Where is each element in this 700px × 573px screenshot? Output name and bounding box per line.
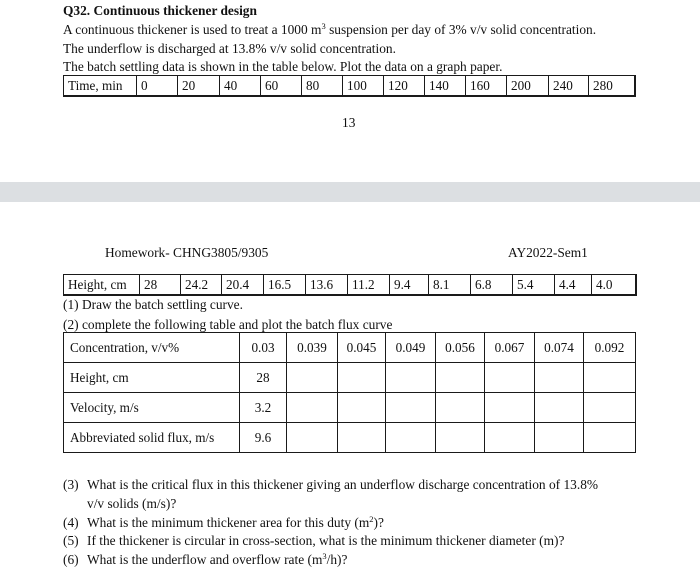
flux-header-cell: 0.045 xyxy=(338,333,386,363)
flux-header-cell: 0.056 xyxy=(436,333,485,363)
flux-cell xyxy=(338,393,386,423)
time-value: 100 xyxy=(343,76,384,96)
question-4-text: What is the minimum thickener area for this duty (m xyxy=(87,515,370,530)
flux-height-row xyxy=(64,363,636,393)
flux-header-row xyxy=(64,333,636,363)
flux-cell xyxy=(386,363,436,393)
flux-cell xyxy=(535,363,584,393)
flux-cell xyxy=(485,393,535,423)
task-2: (2) complete the following table and plot the batch flux curve xyxy=(63,317,393,332)
problem-line-2: The underflow is discharged at 13.8% v/v solid concentration. xyxy=(63,41,396,56)
height-value: 5.4 xyxy=(513,275,555,295)
height-value: 6.8 xyxy=(471,275,513,295)
problem-line-1-text-end: suspension per day of 3% v/v solid concentration. xyxy=(325,22,597,37)
flux-row-label: Height, cm xyxy=(64,363,240,393)
flux-cell xyxy=(338,423,386,453)
flux-cell xyxy=(386,393,436,423)
question-4 xyxy=(63,514,384,531)
page-number: 13 xyxy=(342,115,356,130)
flux-header-cell: 0.039 xyxy=(287,333,338,363)
time-value: 120 xyxy=(384,76,425,96)
flux-cell xyxy=(584,393,636,423)
height-value: 16.5 xyxy=(264,275,306,295)
flux-cell xyxy=(485,423,535,453)
question-5-number: (5) xyxy=(63,533,79,548)
height-value: 24.2 xyxy=(181,275,222,295)
time-value: 40 xyxy=(220,76,261,96)
flux-cell xyxy=(535,423,584,453)
flux-cell: 9.6 xyxy=(240,423,287,453)
height-value: 8.1 xyxy=(429,275,471,295)
flux-header-label: Concentration, v/v% xyxy=(64,333,240,363)
problem-line-1 xyxy=(63,21,596,38)
flux-header-cell: 0.049 xyxy=(386,333,436,363)
flux-cell xyxy=(287,393,338,423)
height-value: 9.4 xyxy=(390,275,429,295)
question-title: Q32. Continuous thickener design xyxy=(63,3,257,18)
flux-cell xyxy=(584,423,636,453)
height-value: 4.0 xyxy=(592,275,636,295)
cubic-superscript-2: 3 xyxy=(322,551,327,561)
question-4-number: (4) xyxy=(63,515,79,530)
flux-cell xyxy=(436,393,485,423)
height-row xyxy=(64,275,636,295)
flux-velocity-row xyxy=(64,393,636,423)
time-value: 200 xyxy=(507,76,549,96)
flux-header-cell: 0.074 xyxy=(535,333,584,363)
height-value: 4.4 xyxy=(555,275,592,295)
page-separator xyxy=(0,182,700,202)
question-6 xyxy=(63,551,347,568)
height-value: 28 xyxy=(140,275,181,295)
time-value: 60 xyxy=(261,76,302,96)
question-6-text: What is the underflow and overflow rate (m xyxy=(87,552,323,567)
flux-row-label: Abbreviated solid flux, m/s xyxy=(64,423,240,453)
flux-cell xyxy=(485,363,535,393)
height-value: 13.6 xyxy=(306,275,348,295)
question-3-text: What is the critical flux in this thickener giving an underflow discharge concentration of 13.8% xyxy=(87,477,599,492)
flux-cell xyxy=(436,363,485,393)
flux-header-cell: 0.03 xyxy=(240,333,287,363)
header-semester: AY2022-Sem1 xyxy=(508,245,588,260)
flux-row-label: Velocity, m/s xyxy=(64,393,240,423)
height-label: Height, cm xyxy=(64,275,140,295)
question-5-text: If the thickener is circular in cross-section, what is the minimum thickener diameter (m)? xyxy=(87,533,565,548)
question-3-continued: v/v solids (m/s)? xyxy=(87,496,177,511)
flux-header-cell: 0.092 xyxy=(584,333,636,363)
height-value: 11.2 xyxy=(348,275,390,295)
question-5 xyxy=(63,532,564,549)
flux-cell xyxy=(535,393,584,423)
flux-cell xyxy=(287,363,338,393)
flux-table xyxy=(63,332,636,453)
flux-cell xyxy=(436,423,485,453)
time-value: 0 xyxy=(137,76,178,96)
time-value: 20 xyxy=(178,76,220,96)
time-value: 240 xyxy=(549,76,589,96)
time-value: 80 xyxy=(302,76,343,96)
cubic-superscript: 3 xyxy=(321,21,326,31)
header-course: Homework- CHNG3805/9305 xyxy=(105,245,269,260)
question-6-number: (6) xyxy=(63,552,79,567)
question-4-text-end: )? xyxy=(373,515,384,530)
time-value: 160 xyxy=(466,76,507,96)
question-6-text-end: /h)? xyxy=(326,552,348,567)
flux-cell: 3.2 xyxy=(240,393,287,423)
problem-line-3: The batch settling data is shown in the table below. Plot the data on a graph paper. xyxy=(63,59,503,74)
question-3-number: (3) xyxy=(63,477,79,492)
height-table xyxy=(63,274,636,295)
flux-cell xyxy=(386,423,436,453)
time-label: Time, min xyxy=(64,76,137,96)
height-value: 20.4 xyxy=(222,275,264,295)
time-value: 280 xyxy=(589,76,635,96)
task-1: (1) Draw the batch settling curve. xyxy=(63,297,243,312)
flux-cell xyxy=(584,363,636,393)
flux-cell xyxy=(338,363,386,393)
flux-cell xyxy=(287,423,338,453)
time-value: 140 xyxy=(425,76,466,96)
time-table xyxy=(63,75,635,96)
flux-cell: 28 xyxy=(240,363,287,393)
square-superscript: 2 xyxy=(369,514,374,524)
time-row xyxy=(64,76,635,96)
question-3 xyxy=(63,476,598,493)
flux-header-cell: 0.067 xyxy=(485,333,535,363)
problem-line-1-text: A continuous thickener is used to treat a 1000 m xyxy=(63,22,322,37)
flux-solid-flux-row xyxy=(64,423,636,453)
